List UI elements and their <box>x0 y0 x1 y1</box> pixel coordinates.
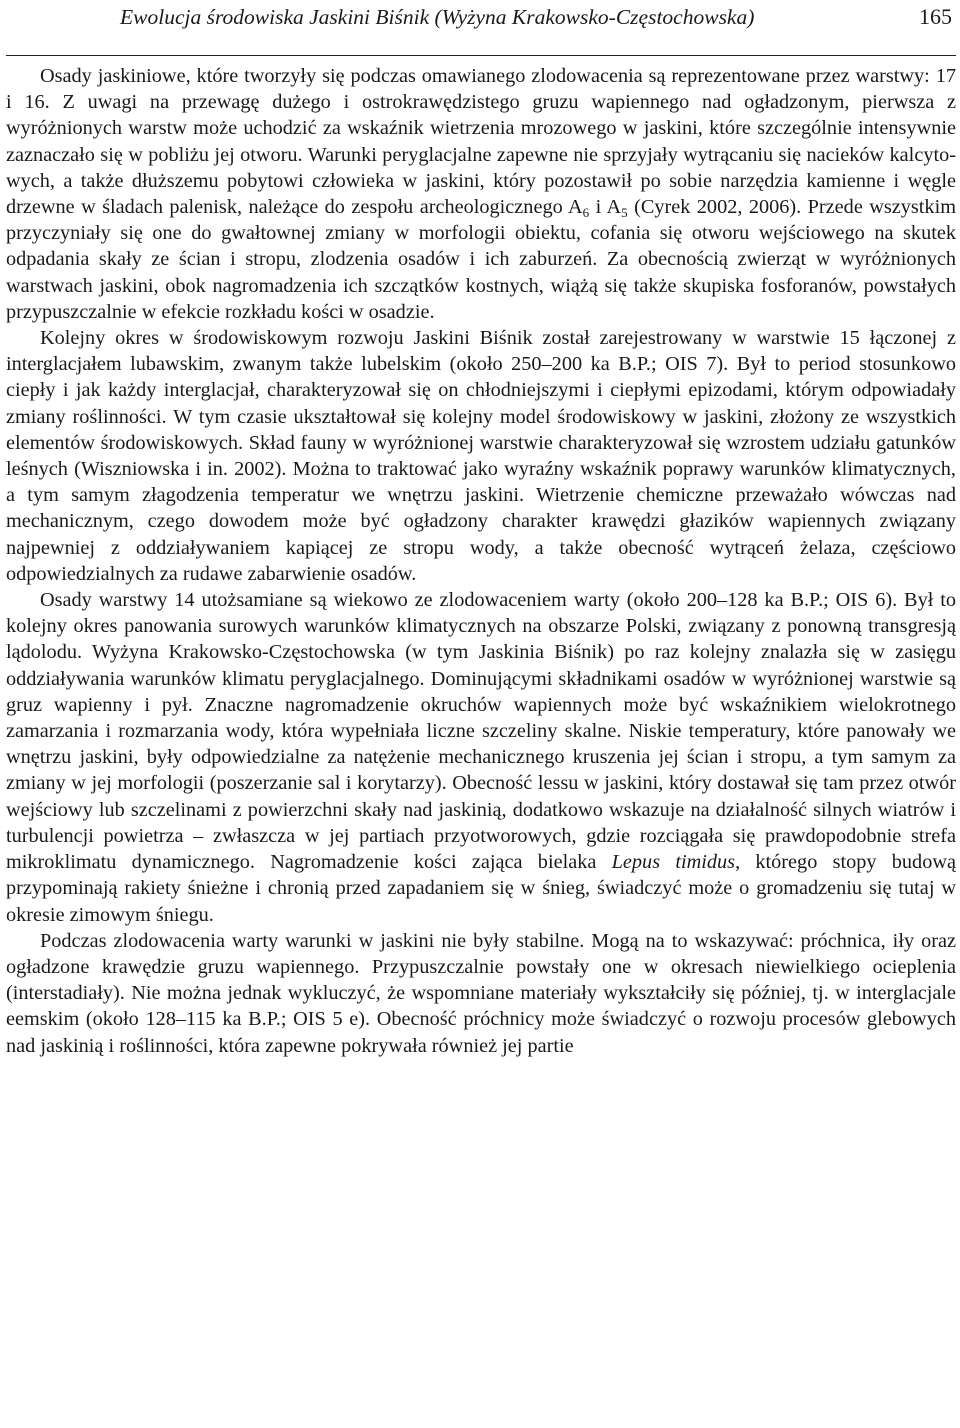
running-header <box>6 0 956 56</box>
body-text <box>6 63 956 1059</box>
running-title: Ewolucja środowiska Jaskini Biśnik (Wyżyna Krakowsko-Częstochowska) <box>120 5 755 29</box>
species-name: Lepus timidus <box>611 851 736 874</box>
document-page <box>6 0 956 1428</box>
subscript-5: 5 <box>621 205 628 221</box>
subscript-6: 6 <box>582 205 590 221</box>
paragraph-3-text-b: , którego stopy budową przypominają rakiety śnieżne i chronią przed zapadaniem się w śnieg, świadczyć może o gromadzeniu się tutaj w okresie zimowym śniegu. <box>6 851 956 926</box>
page-number: 165 <box>919 4 952 29</box>
paragraph-3 <box>6 587 956 928</box>
paragraph-3-text-a: Osady warstwy 14 utożsamiane są wiekowo ze zlodowaceniem warty (około 200–128 ka B.P.; OIS 6). Był to kolejny okres panowania surowych warunków klimatycznych na obszarze Polski, związany z ponowną transgresją lądolodu. Wyżyna Krakowsko-Częstochowska (w tym Jaskinia Biśnik) po raz kolejny znalazła się w zasięgu oddziaływania warunków klimatu peryglacjalnego. Dominującymi składnikami osadów w wyróżnionej warstwie są gruz wapienny i pył. Znaczne nagromadzenie okruchów wapiennych może być wskaźnikiem wielokrotnego zamarzania i rozmarzania wody, która wypełniała liczne szczeliny skalne. Niskie temperatury, które panowały we wnętrzu jaskini, były odpowiedzialne za natężenie mechanicznego kruszenia jej ścian i stropu, a tym samym za zmiany w jej morfologii (poszerzanie sal i korytarzy). Obecność lessu w jaskini, który dostawał się tam przez otwór wejściowy lub szczelinami z powierzchni skały nad jaskinią, dodatkowo wskazuje na działalność silnych wiatrów i turbulencji powietrza – zwłaszcza w jej partiach przyotworowych, gdzie rozciągała się prawdopodobnie strefa mikroklimatu dynamicznego. Nagromadzenie kości zająca bielaka <box>6 589 956 874</box>
paragraph-2: Kolejny okres w środowiskowym rozwoju Jaskini Biśnik został zarejestrowany w warstwie 15 łączonej z interglacjałem lubawskim, zwanym także lubelskim (około 250–200 ka B.P.; OIS 7). Był to period stosunkowo ciepły i jak każdy interglacjał, charakteryzował się on chłodniejszymi i ciepłymi epizodami, którym odpowiadały zmiany roślinności. W tym czasie ukształtował się kolejny model środowiskowy w jaskini, złożony ze wszystkich elementów środowiskowych. Skład fauny w wyróżnionej warstwie charakteryzował się wzrostem udziału gatunków leśnych (Wiszniowska i in. 2002). Można to traktować jako wyraźny wskaźnik poprawy warunków klimatycznych, a tym samym złagodzenia temperatur we wnętrzu jaskini. Wietrzenie chemiczne przeważało wówczas nad mechanicznym, czego dowodem może być ogładzony charakter krawędzi głazików wapiennych związany najpewniej z oddziaływaniem kapiącej ze stropu wody, a także obecność wytrąceń żelaza, częściowo odpowiedzialnych za rudawe zabarwienie osadów. <box>6 327 956 585</box>
paragraph-1-text-b: i A <box>589 196 622 219</box>
paragraph-1 <box>6 63 956 325</box>
paragraph-1-text-c: (Cyrek 2002, 2006). Przede wszystkim przyczyniały się one do gwałtownej zmiany w morfologii obiektu, cofania się otworu wejściowego na skutek odpadania skały ze ścian i stropu, zlodzenia osadów i ich zaburzeń. Za obecnością zwierząt w wyróżnionych warstwach jaskini, obok nagromadzenia ich szczątków kostnych, wiążą się także skupiska fosforanów, powstałych przypuszczalnie w efekcie rozkładu kości w osadzie. <box>6 196 956 323</box>
paragraph-1-text-a: Osady jaskiniowe, które tworzyły się podczas omawianego zlodowacenia są reprezentowane przez warstwy: 17 i 16. Z uwagi na przewagę dużego i ostrokrawędzistego gruzu wapiennego nad ogładzonym, pierwsza z wyróżnionych warstw może uchodzić za wskaźnik wietrzenia mrozowego w jaskini, które szczególnie intensywnie zaznaczało się w pobliżu jej otworu. Warunki peryglacjalne zapewne nie sprzyjały wytrącaniu się nacieków kalcytowych, a także dłuższemu pobytowi człowieka w jaskini, który pozostawił po sobie narzędzia kamienne i węgle drzewne w śladach palenisk, należące do zespołu archeologicznego A <box>6 65 956 219</box>
paragraph-4: Podczas zlodowacenia warty warunki w jaskini nie były stabilne. Mogą na to wskazywać: próchnica, iły oraz ogładzone krawędzie gruzu wapiennego. Przypuszczalnie powstały one w okresach niewielkiego ocieplenia (interstadiały). Nie można jednak wykluczyć, że wspomniane materiały wykształciły się później, tj. w interglacjale eemskim (około 128–115 ka B.P.; OIS 5 e). Obecność próchnicy może świadczyć o rozwoju procesów glebowych nad jaskinią i roślinności, która zapewne pokrywała również jej partie <box>6 929 956 1057</box>
